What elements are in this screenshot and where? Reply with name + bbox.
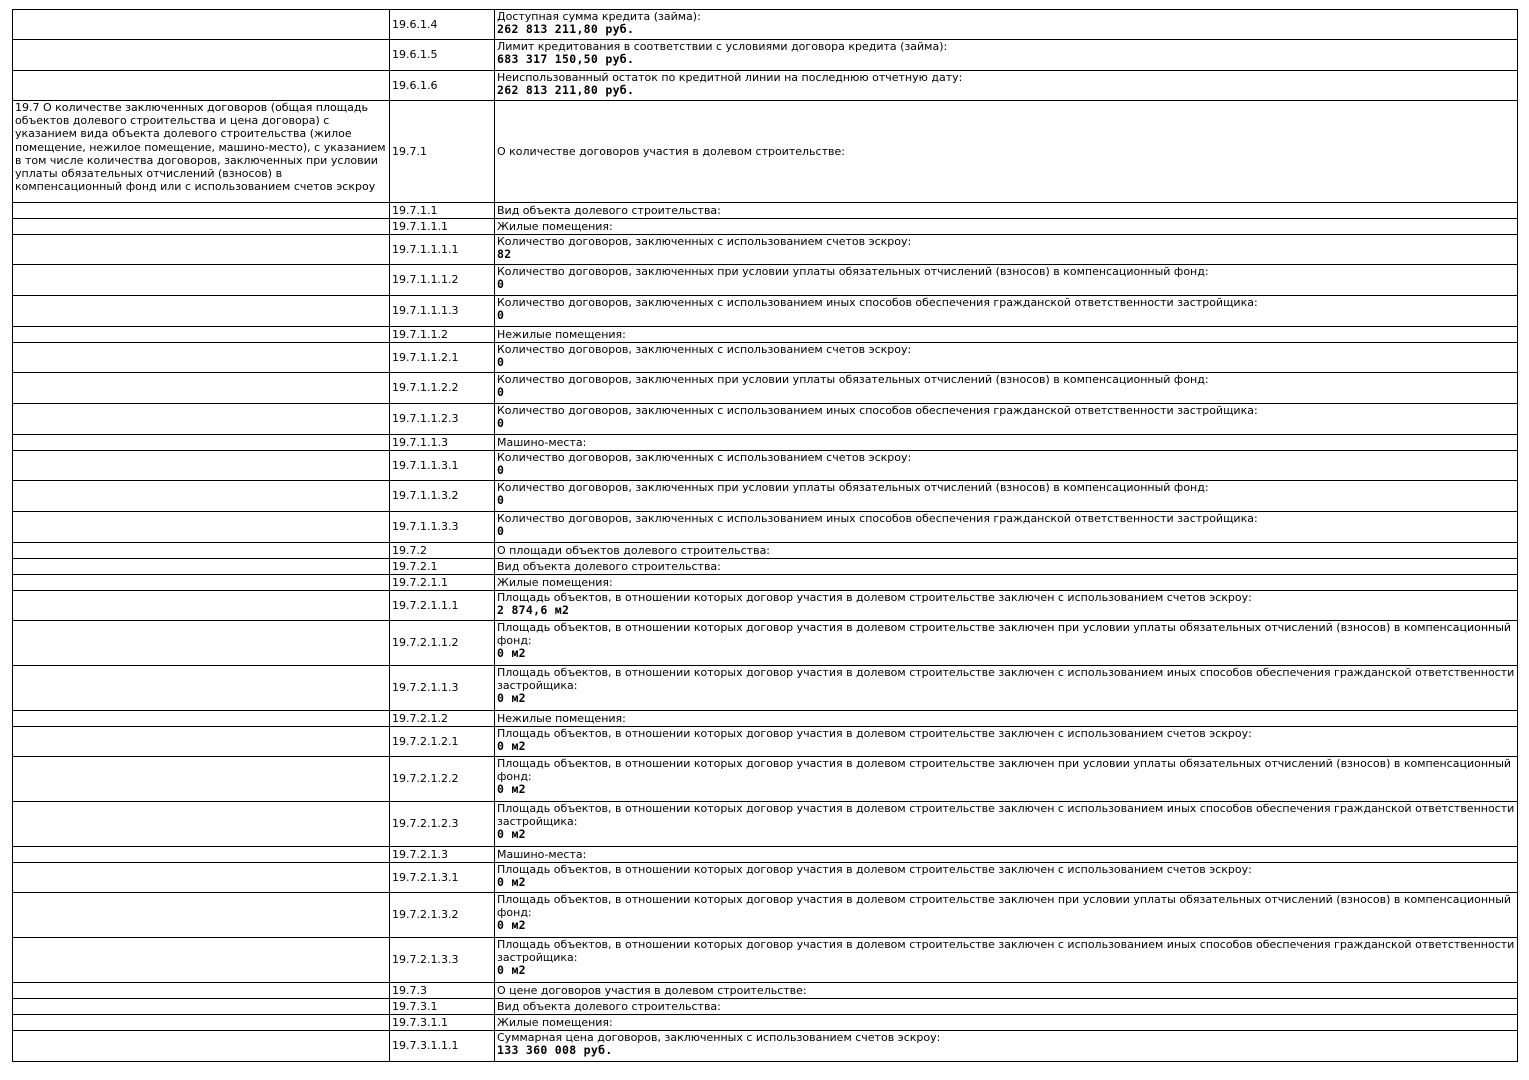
item-label: Количество договоров, заключенных при условии уплаты обязательных отчислений (взносов) в компенсационный фонд: — [497, 265, 1209, 278]
item-label: Площадь объектов, в отношении которых договор участия в долевом строительстве заключен с использованием счетов эскроу: — [497, 727, 1252, 740]
item-code-cell: 19.7.3.1 — [390, 999, 495, 1015]
item-label: Жилые помещения: — [497, 1015, 613, 1029]
item-content-cell — [495, 559, 1518, 575]
item-label: Количество договоров, заключенных с использованием счетов эскроу: — [497, 235, 912, 248]
item-content-cell — [495, 999, 1518, 1015]
item-content-cell — [495, 938, 1518, 983]
table-row — [13, 10, 1518, 40]
table-row — [13, 265, 1518, 296]
item-content-cell — [495, 265, 1518, 296]
item-code-cell: 19.7.1.1.2.3 — [390, 404, 495, 435]
item-code-cell: 19.7.2 — [390, 543, 495, 559]
item-code-cell: 19.7.2.1.2.2 — [390, 757, 495, 802]
item-content-cell — [495, 40, 1518, 71]
item-content-cell — [495, 71, 1518, 101]
item-content-cell — [495, 893, 1518, 938]
item-label: Неиспользованный остаток по кредитной линии на последнюю отчетную дату: — [497, 71, 963, 84]
item-code-cell: 19.7.1.1.1.2 — [390, 265, 495, 296]
section-cell — [13, 983, 390, 999]
section-cell — [13, 938, 390, 983]
item-content-cell — [495, 621, 1518, 666]
table-row — [13, 343, 1518, 373]
item-label: Вид объекта долевого строительства: — [497, 203, 721, 217]
table-row — [13, 1031, 1518, 1062]
item-content-cell — [495, 591, 1518, 621]
table-row — [13, 711, 1518, 727]
section-cell — [13, 999, 390, 1015]
item-label: Площадь объектов, в отношении которых договор участия в долевом строительстве заключен с использованием иных способов обеспечения гражданской ответственности застройщика: — [497, 666, 1515, 693]
item-code-cell: 19.7.2.1.3.3 — [390, 938, 495, 983]
item-value: 0 м2 — [497, 782, 526, 797]
item-code-cell: 19.7.1.1.2.1 — [390, 343, 495, 373]
section-cell — [13, 1015, 390, 1031]
table-row — [13, 863, 1518, 893]
item-content-cell — [495, 543, 1518, 559]
table-row — [13, 666, 1518, 711]
item-value: 0 м2 — [497, 918, 526, 933]
item-content-cell — [495, 711, 1518, 727]
table-row — [13, 373, 1518, 404]
item-value: 0 — [497, 308, 505, 323]
item-label: Вид объекта долевого строительства: — [497, 559, 721, 573]
section-cell — [13, 265, 390, 296]
item-value: 0 — [497, 277, 505, 292]
section-cell — [13, 711, 390, 727]
item-content-cell — [495, 481, 1518, 512]
item-code-cell: 19.7.2.1.1.1 — [390, 591, 495, 621]
item-content-cell — [495, 101, 1518, 203]
section-cell — [13, 481, 390, 512]
item-value: 133 360 008 руб. — [497, 1043, 613, 1058]
item-code-cell: 19.7.2.1.2.3 — [390, 802, 495, 847]
item-label: Машино-места: — [497, 435, 587, 449]
item-code-cell: 19.7.2.1.1.3 — [390, 666, 495, 711]
table-row — [13, 575, 1518, 591]
section-cell — [13, 802, 390, 847]
section-cell — [13, 575, 390, 591]
item-value: 82 — [497, 247, 512, 262]
table-row — [13, 893, 1518, 938]
item-label: Лимит кредитования в соответствии с условиями договора кредита (займа): — [497, 40, 948, 53]
item-label: Машино-места: — [497, 847, 587, 861]
table-row — [13, 559, 1518, 575]
item-content-cell — [495, 1031, 1518, 1062]
section-cell — [13, 296, 390, 327]
item-code-cell: 19.7.2.1.2.1 — [390, 727, 495, 757]
table-row — [13, 219, 1518, 235]
table-row — [13, 71, 1518, 101]
item-code-cell: 19.6.1.5 — [390, 40, 495, 71]
item-label: Количество договоров, заключенных при условии уплаты обязательных отчислений (взносов) в компенсационный фонд: — [497, 373, 1209, 386]
table-row — [13, 481, 1518, 512]
section-cell — [13, 543, 390, 559]
table-row — [13, 983, 1518, 999]
section-cell — [13, 327, 390, 343]
item-code-cell: 19.7.3.1.1.1 — [390, 1031, 495, 1062]
item-content-cell — [495, 1015, 1518, 1031]
section-cell — [13, 666, 390, 711]
item-code-cell: 19.7.2.1.1 — [390, 575, 495, 591]
item-value: 0 — [497, 463, 505, 478]
item-label: Площадь объектов, в отношении которых договор участия в долевом строительстве заключен при условии уплаты обязательных отчислений (взносов) в компенсационный фонд: — [497, 757, 1512, 784]
item-content-cell — [495, 802, 1518, 847]
table-row — [13, 1015, 1518, 1031]
report-table-body — [13, 10, 1518, 1062]
item-code-cell: 19.7.2.1.2 — [390, 711, 495, 727]
item-code-cell: 19.7.1.1.3.1 — [390, 451, 495, 481]
item-code-cell: 19.7.1.1.1.3 — [390, 296, 495, 327]
item-label: Площадь объектов, в отношении которых договор участия в долевом строительстве заключен с использованием счетов эскроу: — [497, 863, 1252, 876]
item-code-cell: 19.7.1.1.3.2 — [390, 481, 495, 512]
item-value: 0 м2 — [497, 691, 526, 706]
item-code-cell: 19.7.3.1.1 — [390, 1015, 495, 1031]
item-label: Вид объекта долевого строительства: — [497, 999, 721, 1013]
item-code-cell: 19.7.2.1 — [390, 559, 495, 575]
table-row — [13, 999, 1518, 1015]
item-label: Количество договоров, заключенных с использованием иных способов обеспечения гражданской ответственности застройщика: — [497, 296, 1258, 309]
table-row — [13, 543, 1518, 559]
item-content-cell — [495, 219, 1518, 235]
table-row — [13, 296, 1518, 327]
item-label: Количество договоров, заключенных с использованием иных способов обеспечения гражданской ответственности застройщика: — [497, 404, 1258, 417]
item-content-cell — [495, 435, 1518, 451]
table-row — [13, 591, 1518, 621]
item-label: Доступная сумма кредита (займа): — [497, 10, 701, 23]
section-cell — [13, 512, 390, 543]
item-content-cell — [495, 296, 1518, 327]
item-content-cell — [495, 575, 1518, 591]
section-cell — [13, 235, 390, 265]
item-content-cell — [495, 512, 1518, 543]
table-row — [13, 203, 1518, 219]
item-code-cell: 19.7.1.1.1.1 — [390, 235, 495, 265]
item-content-cell — [495, 847, 1518, 863]
item-value: 0 — [497, 493, 505, 508]
item-code-cell: 19.7.1.1.2 — [390, 327, 495, 343]
item-label: Площадь объектов, в отношении которых договор участия в долевом строительстве заключен с использованием иных способов обеспечения гражданской ответственности застройщика: — [497, 802, 1515, 829]
item-value: 0 м2 — [497, 875, 526, 890]
item-content-cell — [495, 10, 1518, 40]
section-cell — [13, 847, 390, 863]
item-code-cell: 19.7.2.1.3.2 — [390, 893, 495, 938]
table-row — [13, 757, 1518, 802]
item-content-cell — [495, 235, 1518, 265]
section-cell — [13, 451, 390, 481]
item-code-cell: 19.7.1.1.1 — [390, 219, 495, 235]
item-content-cell — [495, 757, 1518, 802]
item-label: Жилые помещения: — [497, 575, 613, 589]
item-label: Площадь объектов, в отношении которых договор участия в долевом строительстве заключен с использованием иных способов обеспечения гражданской ответственности застройщика: — [497, 938, 1515, 965]
item-code-cell: 19.7.1.1.2.2 — [390, 373, 495, 404]
item-code-cell: 19.7.2.1.3 — [390, 847, 495, 863]
section-cell — [13, 621, 390, 666]
item-value: 0 м2 — [497, 827, 526, 842]
section-cell — [13, 591, 390, 621]
item-content-cell — [495, 404, 1518, 435]
item-label: Жилые помещения: — [497, 219, 613, 233]
item-value: 262 813 211,80 руб. — [497, 83, 635, 98]
table-row — [13, 802, 1518, 847]
table-row — [13, 101, 1518, 203]
item-label: Количество договоров, заключенных при условии уплаты обязательных отчислений (взносов) в компенсационный фонд: — [497, 481, 1209, 494]
item-content-cell — [495, 666, 1518, 711]
item-content-cell — [495, 983, 1518, 999]
table-row — [13, 727, 1518, 757]
item-value: 262 813 211,80 руб. — [497, 22, 635, 37]
table-row — [13, 327, 1518, 343]
table-row — [13, 512, 1518, 543]
item-value: 0 — [497, 355, 505, 370]
item-value: 0 м2 — [497, 963, 526, 978]
section-cell — [13, 40, 390, 71]
item-content-cell — [495, 343, 1518, 373]
item-value: 683 317 150,50 руб. — [497, 52, 635, 67]
table-row — [13, 435, 1518, 451]
section-cell — [13, 559, 390, 575]
item-code-cell: 19.7.2.1.1.2 — [390, 621, 495, 666]
report-table — [12, 9, 1518, 1062]
item-code-cell: 19.6.1.4 — [390, 10, 495, 40]
item-label: Площадь объектов, в отношении которых договор участия в долевом строительстве заключен с использованием счетов эскроу: — [497, 591, 1252, 604]
table-row — [13, 847, 1518, 863]
section-cell — [13, 343, 390, 373]
section-cell — [13, 435, 390, 451]
section-cell — [13, 71, 390, 101]
table-row — [13, 938, 1518, 983]
item-label: О количестве договоров участия в долевом строительстве: — [497, 144, 845, 158]
item-value: 0 м2 — [497, 646, 526, 661]
section-cell — [13, 404, 390, 435]
item-value: 0 — [497, 524, 505, 539]
item-code-cell: 19.7.2.1.3.1 — [390, 863, 495, 893]
item-content-cell — [495, 727, 1518, 757]
item-value: 0 — [497, 385, 505, 400]
item-content-cell — [495, 203, 1518, 219]
item-code-cell: 19.7.1.1.3.3 — [390, 512, 495, 543]
section-cell — [13, 1031, 390, 1062]
item-value: 0 — [497, 416, 505, 431]
section-cell — [13, 893, 390, 938]
item-code-cell: 19.7.3 — [390, 983, 495, 999]
item-label: Нежилые помещения: — [497, 711, 626, 725]
item-label: Количество договоров, заключенных с использованием счетов эскроу: — [497, 343, 912, 356]
item-label: Суммарная цена договоров, заключенных с использованием счетов эскроу: — [497, 1031, 941, 1044]
item-label: О цене договоров участия в долевом строительстве: — [497, 983, 807, 997]
section-cell — [13, 757, 390, 802]
item-value: 2 874,6 м2 — [497, 603, 570, 618]
table-row — [13, 621, 1518, 666]
item-code-cell: 19.7.1.1.3 — [390, 435, 495, 451]
item-content-cell — [495, 863, 1518, 893]
item-value: 0 м2 — [497, 739, 526, 754]
section-cell — [13, 727, 390, 757]
item-label: О площади объектов долевого строительства: — [497, 543, 771, 557]
section-cell — [13, 203, 390, 219]
item-label: Площадь объектов, в отношении которых договор участия в долевом строительстве заключен при условии уплаты обязательных отчислений (взносов) в компенсационный фонд: — [497, 893, 1512, 920]
table-row — [13, 235, 1518, 265]
table-row — [13, 451, 1518, 481]
item-code-cell: 19.7.1 — [390, 101, 495, 203]
table-row — [13, 40, 1518, 71]
item-label: Нежилые помещения: — [497, 327, 626, 341]
item-code-cell: 19.6.1.6 — [390, 71, 495, 101]
item-content-cell — [495, 373, 1518, 404]
item-content-cell — [495, 327, 1518, 343]
section-cell — [13, 10, 390, 40]
section-cell — [13, 863, 390, 893]
item-content-cell — [495, 451, 1518, 481]
section-cell — [13, 373, 390, 404]
table-row — [13, 404, 1518, 435]
section-cell — [13, 219, 390, 235]
item-code-cell: 19.7.1.1 — [390, 203, 495, 219]
item-label: Количество договоров, заключенных с использованием иных способов обеспечения гражданской ответственности застройщика: — [497, 512, 1258, 525]
item-label: Площадь объектов, в отношении которых договор участия в долевом строительстве заключен при условии уплаты обязательных отчислений (взносов) в компенсационный фонд: — [497, 621, 1512, 648]
item-label: Количество договоров, заключенных с использованием счетов эскроу: — [497, 451, 912, 464]
section-cell: 19.7 О количестве заключенных договоров (общая площадь объектов долевого строительства и цена договора) с указанием вида объекта долевого строительства (жилое помещение, нежилое помещение, машино-место), с указанием в том числе количества договоров, заключенных при условии уплаты обязательных отчислений (взносов) в компенсационный фонд или с использованием счетов эскроу — [13, 101, 390, 203]
